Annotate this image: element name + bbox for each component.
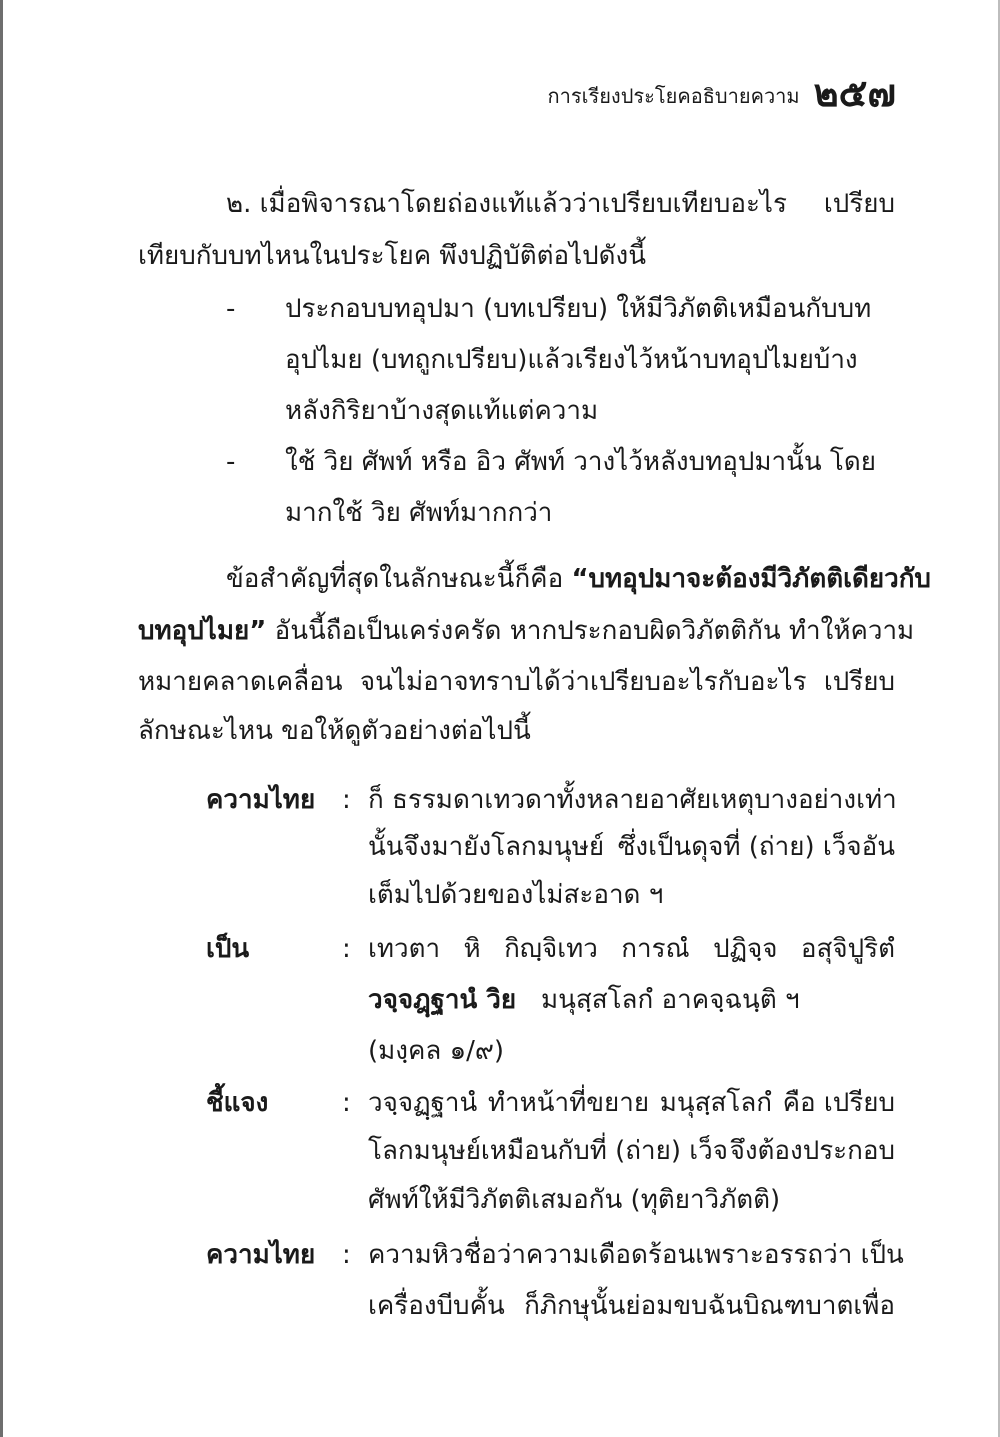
pali-emphasis: วจฺจฎฺฐานํ วิย: [368, 985, 517, 1015]
bullet-1-line-2: อุปไมย (บทถูกเปรียบ)แล้วเรียงไว้หน้าบทอุปไมยบ้าง: [285, 345, 858, 375]
example-label-pali: เป็น: [206, 934, 250, 964]
example-colon: :: [342, 785, 351, 815]
key-point-emphasis: บทอุปไมย”: [138, 616, 267, 646]
bullet-1-line-1: ประกอบบทอุปมา (บทเปรียบ) ให้มีวิภัตติเหมือนกับบท: [285, 294, 872, 324]
page-edge-left: [0, 0, 3, 1437]
key-point-line-4: ลักษณะไหน ขอให้ดูตัวอย่างต่อไปนี้: [138, 716, 531, 746]
key-point-line-3: หมายคลาดเคลื่อน จนไม่อาจทราบได้ว่าเปรียบอะไรกับอะไร เปรียบ: [138, 667, 895, 697]
bullet-2-line-2: มากใช้ วิย ศัพท์มากกว่า: [285, 498, 553, 528]
bullet-marker: -: [226, 294, 236, 324]
bullet-2-line-1: ใช้ วิย ศัพท์ หรือ อิว ศัพท์ วางไว้หลังบทอุปมานั้น โดย: [285, 447, 876, 477]
example-colon: :: [342, 1088, 351, 1118]
section2-line-1: ๒. เมื่อพิจารณาโดยถ่องแท้แล้วว่าเปรียบเทียบอะไร เปรียบ: [226, 189, 895, 219]
key-point-line-1: ข้อสำคัญที่สุดในลักษณะนี้ก็คือ “บทอุปมาจะต้องมีวิภัตติเดียวกับ: [226, 564, 931, 594]
page-header: [547, 71, 896, 115]
example-3-line-2: โลกมนุษย์เหมือนกับที่ (ถ่าย) เว็จ จึงต้องประกอบ: [368, 1136, 895, 1166]
running-title: การเรียงประโยคอธิบายความ: [547, 84, 800, 108]
example-4-line-1: ความหิวชื่อว่าความเดือดร้อน เพราะอรรถว่า เป็น: [368, 1240, 904, 1270]
example-1-line-1: ก็ ธรรมดาเทวดาทั้งหลายอาศัยเหตุบางอย่างเท่า: [368, 785, 897, 815]
example-2-line-3: (มงฺคล ๑/๙): [368, 1036, 505, 1066]
section2-line-2: เทียบกับบทไหนในประโยค พึงปฏิบัติต่อไปดังนี้: [138, 241, 647, 271]
example-label-thai: ความไทย: [206, 785, 316, 815]
example-1-line-3: เต็มไปด้วยของไม่สะอาด ฯ: [368, 880, 664, 910]
example-1-line-2: นั้นจึงมายังโลกมนุษย์ ซึ่งเป็นดุจที่ (ถ่าย) เว็จอัน: [368, 832, 895, 862]
example-3-line-3: ศัพท์ให้มีวิภัตติเสมอกัน (ทุติยาวิภัตติ): [368, 1185, 781, 1215]
example-colon: :: [342, 1240, 351, 1270]
example-3-line-1: วจฺจฏฺฐานํ ทำหน้าที่ขยาย มนุสฺสโลกํ คือ เปรียบ: [368, 1088, 895, 1118]
example-label-thai: ความไทย: [206, 1240, 316, 1270]
page-number: ๒๕๗: [813, 71, 896, 115]
example-label-explain: ชี้แจง: [206, 1088, 269, 1118]
key-point-line-2: บทอุปไมย” อันนี้ถือเป็นเคร่งครัด หากประกอบผิดวิภัตติกัน ทำให้ความ: [138, 616, 915, 646]
bullet-1-line-3: หลังกิริยาบ้างสุดแท้แต่ความ: [285, 396, 599, 426]
example-colon: :: [342, 934, 351, 964]
example-2-line-2: วจฺจฎฺฐานํ วิย มนุสฺสโลกํ อาคจฺฉนฺติ ฯ: [368, 985, 800, 1015]
key-point-emphasis: “บทอุปมาจะต้องมีวิภัตติเดียวกับ: [571, 564, 931, 594]
example-4-line-2: เครื่องบีบคั้น ก็ภิกษุนั้นย่อมขบฉันบิณฑบาตเพื่อ: [368, 1291, 895, 1321]
example-2-line-1: เทวตา หิ กิญฺจิเทว การณํ ปฏิจฺจ อสุจิปูริตํ: [368, 934, 895, 964]
bullet-marker: -: [226, 447, 236, 477]
